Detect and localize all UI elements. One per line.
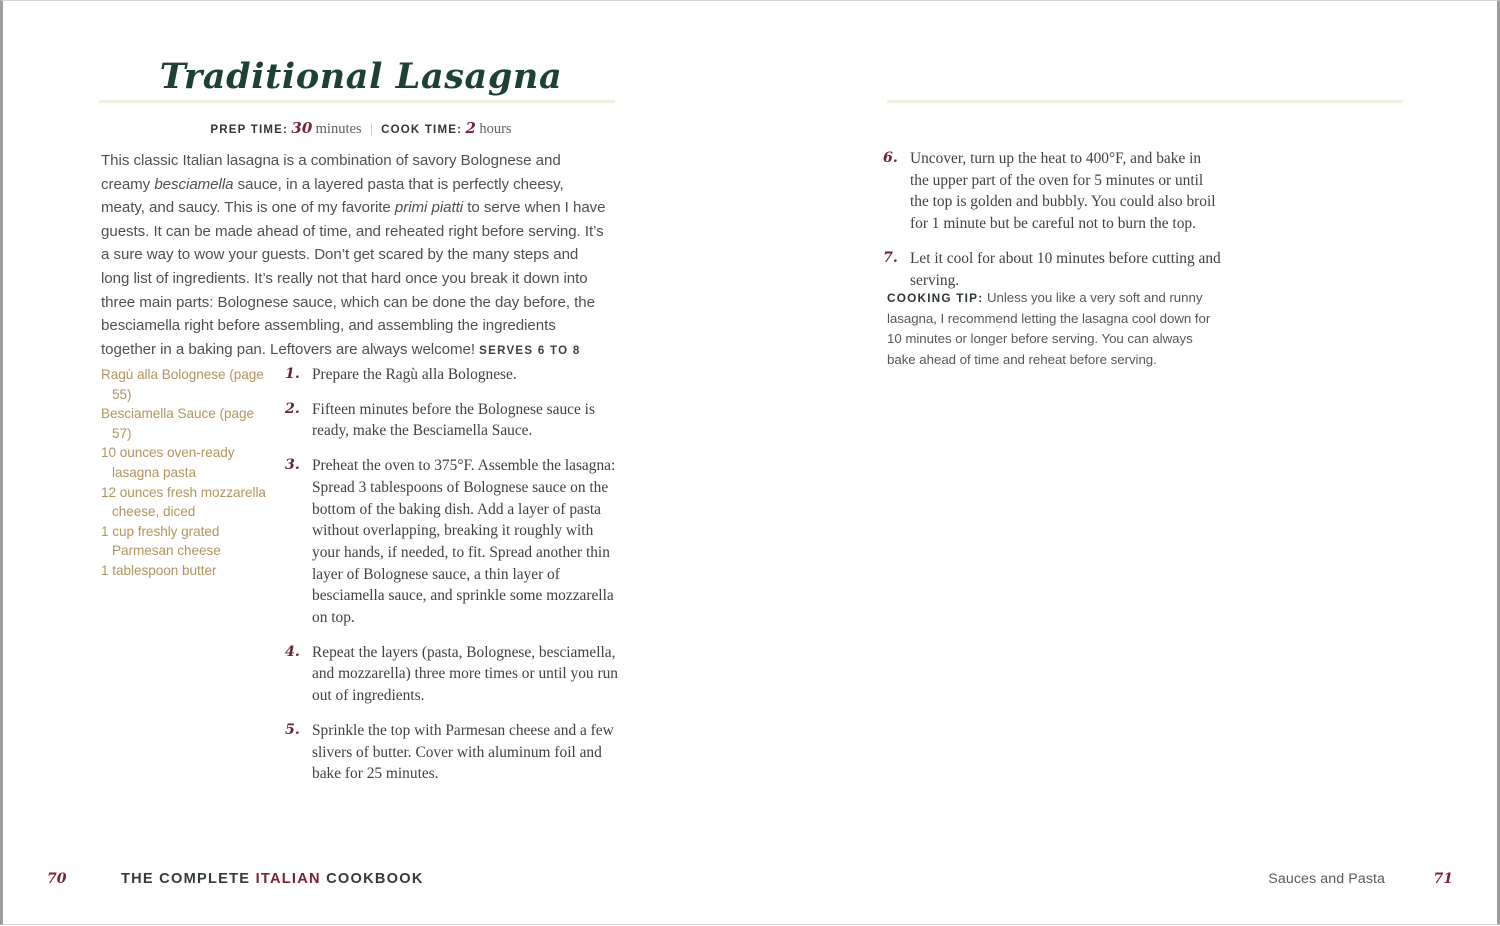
instruction-step [883,148,1223,235]
step-number: 7. [883,249,898,266]
instruction-steps-left [285,364,625,798]
meta-separator: | [369,122,373,137]
step-text: Repeat the layers (pasta, Bolognese, besciamella, and mozzarella) three more times or until you run out of ingredients. [312,643,618,705]
instruction-step [285,642,625,707]
book-title-accent: ITALIAN [255,871,321,887]
ingredient-item: 1 cup freshly grated Parmesan cheese [101,523,221,559]
instruction-steps-right [883,148,1223,304]
left-page-footer [47,870,424,888]
instruction-step [285,399,625,442]
ingredients-list [101,365,266,581]
step-text: Sprinkle the top with Parmesan cheese and a few slivers of butter. Cover with aluminum foil and bake for 25 minutes. [312,721,614,783]
prep-time-label: PREP TIME: [210,124,289,136]
cook-time-label: COOK TIME: [381,124,463,136]
cooking-tip-text: Unless you like a very soft and runny lasagna, I recommend letting the lasagna cool down for 10 minutes or longer before serving. You can always bake ahead of time and reheat before serving. [887,290,1211,367]
book-title-part-1: THE COMPLETE [120,871,256,887]
step-text: Prepare the Ragù alla Bolognese. [312,366,517,383]
ingredient-item: Besciamella Sauce (page 57) [101,406,255,441]
recipe-title: Traditional Lasagna [159,56,563,97]
right-page-top-rule [887,100,1403,103]
title-divider-rule [99,100,615,103]
cooking-tip [887,288,1222,370]
ingredient-item: 12 ounces fresh mozzarella cheese, diced [101,484,266,520]
book-title-footer [121,871,424,887]
left-page [3,1,753,926]
ingredient-item: 10 ounces oven-ready lasagna pasta [101,445,235,480]
right-page [753,1,1500,926]
step-number: 6. [883,150,898,166]
page-number-right: 71 [1433,871,1453,887]
step-text: Uncover, turn up the heat to 400°F, and bake in the upper part of the oven for 5 minutes or until the top is golden and bubbly. You could also broil for 1 minute but be careful not to burn the top. [910,150,1216,233]
recipe-meta [101,119,621,138]
step-text: Fifteen minutes before the Bolognese sauce is ready, make the Besciamella Sauce. [312,400,595,440]
step-number: 1. [285,366,300,382]
chapter-name-footer: Sauces and Pasta [1268,871,1386,887]
cooking-tip-label: COOKING TIP: [887,291,984,305]
ingredient-item: 1 tablespoon butter [101,562,217,578]
intro-text-3: to serve when I have guests. It can be made ahead of time, and reheated right before serving. It’s a sure way to wow your guests. Don’t get scared by the many steps and long list of ingredients. It’s really not that hard once you break it down into three main parts: Bolognese sauce, which can be done the day before, the besciamella right before assembling, and assembling the ingredients together in a baking pan. Leftovers are always welcome! [101,199,606,358]
intro-text-1: This classic Italian lasagna is a combination of savory Bolognese and creamy [101,152,561,193]
intro-text-2: sauce, in a layered pasta that is perfectly cheesy, meaty, and saucy. This is one of my favorite [101,175,564,217]
recipe-intro-paragraph [101,149,609,363]
cook-time-value: 2 [465,119,476,137]
instruction-step [883,248,1223,291]
instruction-step [285,720,625,785]
intro-italic-besciamella: besciamella [154,175,234,193]
instruction-step [285,364,625,386]
ingredient-item: Ragù alla Bolognese (page 55) [101,367,264,402]
step-text: Let it cool for about 10 minutes before cutting and serving. [910,249,1221,289]
cook-time-unit: hours [479,121,512,137]
serves-label: SERVES 6 TO 8 [479,344,581,357]
step-number: 4. [285,643,300,660]
intro-italic-primi-piatti: primi piatti [394,199,464,217]
step-number: 3. [285,457,300,474]
step-number: 2. [285,400,300,417]
book-title-part-2: COOKBOOK [320,871,424,887]
step-text: Preheat the oven to 375°F. Assemble the lasagna: Spread 3 tablespoons of Bolognese sauce on the bottom of the baking dish. Add a layer of pasta without overlapping, breaking it roughly with your hands, if needed, to fit. Spread another thin layer of Bolognese sauce, a thin layer of besciamella sauce, and sprinkle some mozzarella on top. [312,457,616,627]
prep-time-value: 30 [291,119,313,137]
prep-time-unit: minutes [315,121,362,137]
page-number-left: 70 [47,871,67,887]
right-page-footer [1268,870,1453,888]
instruction-step [285,455,625,629]
step-number: 5. [285,721,300,738]
